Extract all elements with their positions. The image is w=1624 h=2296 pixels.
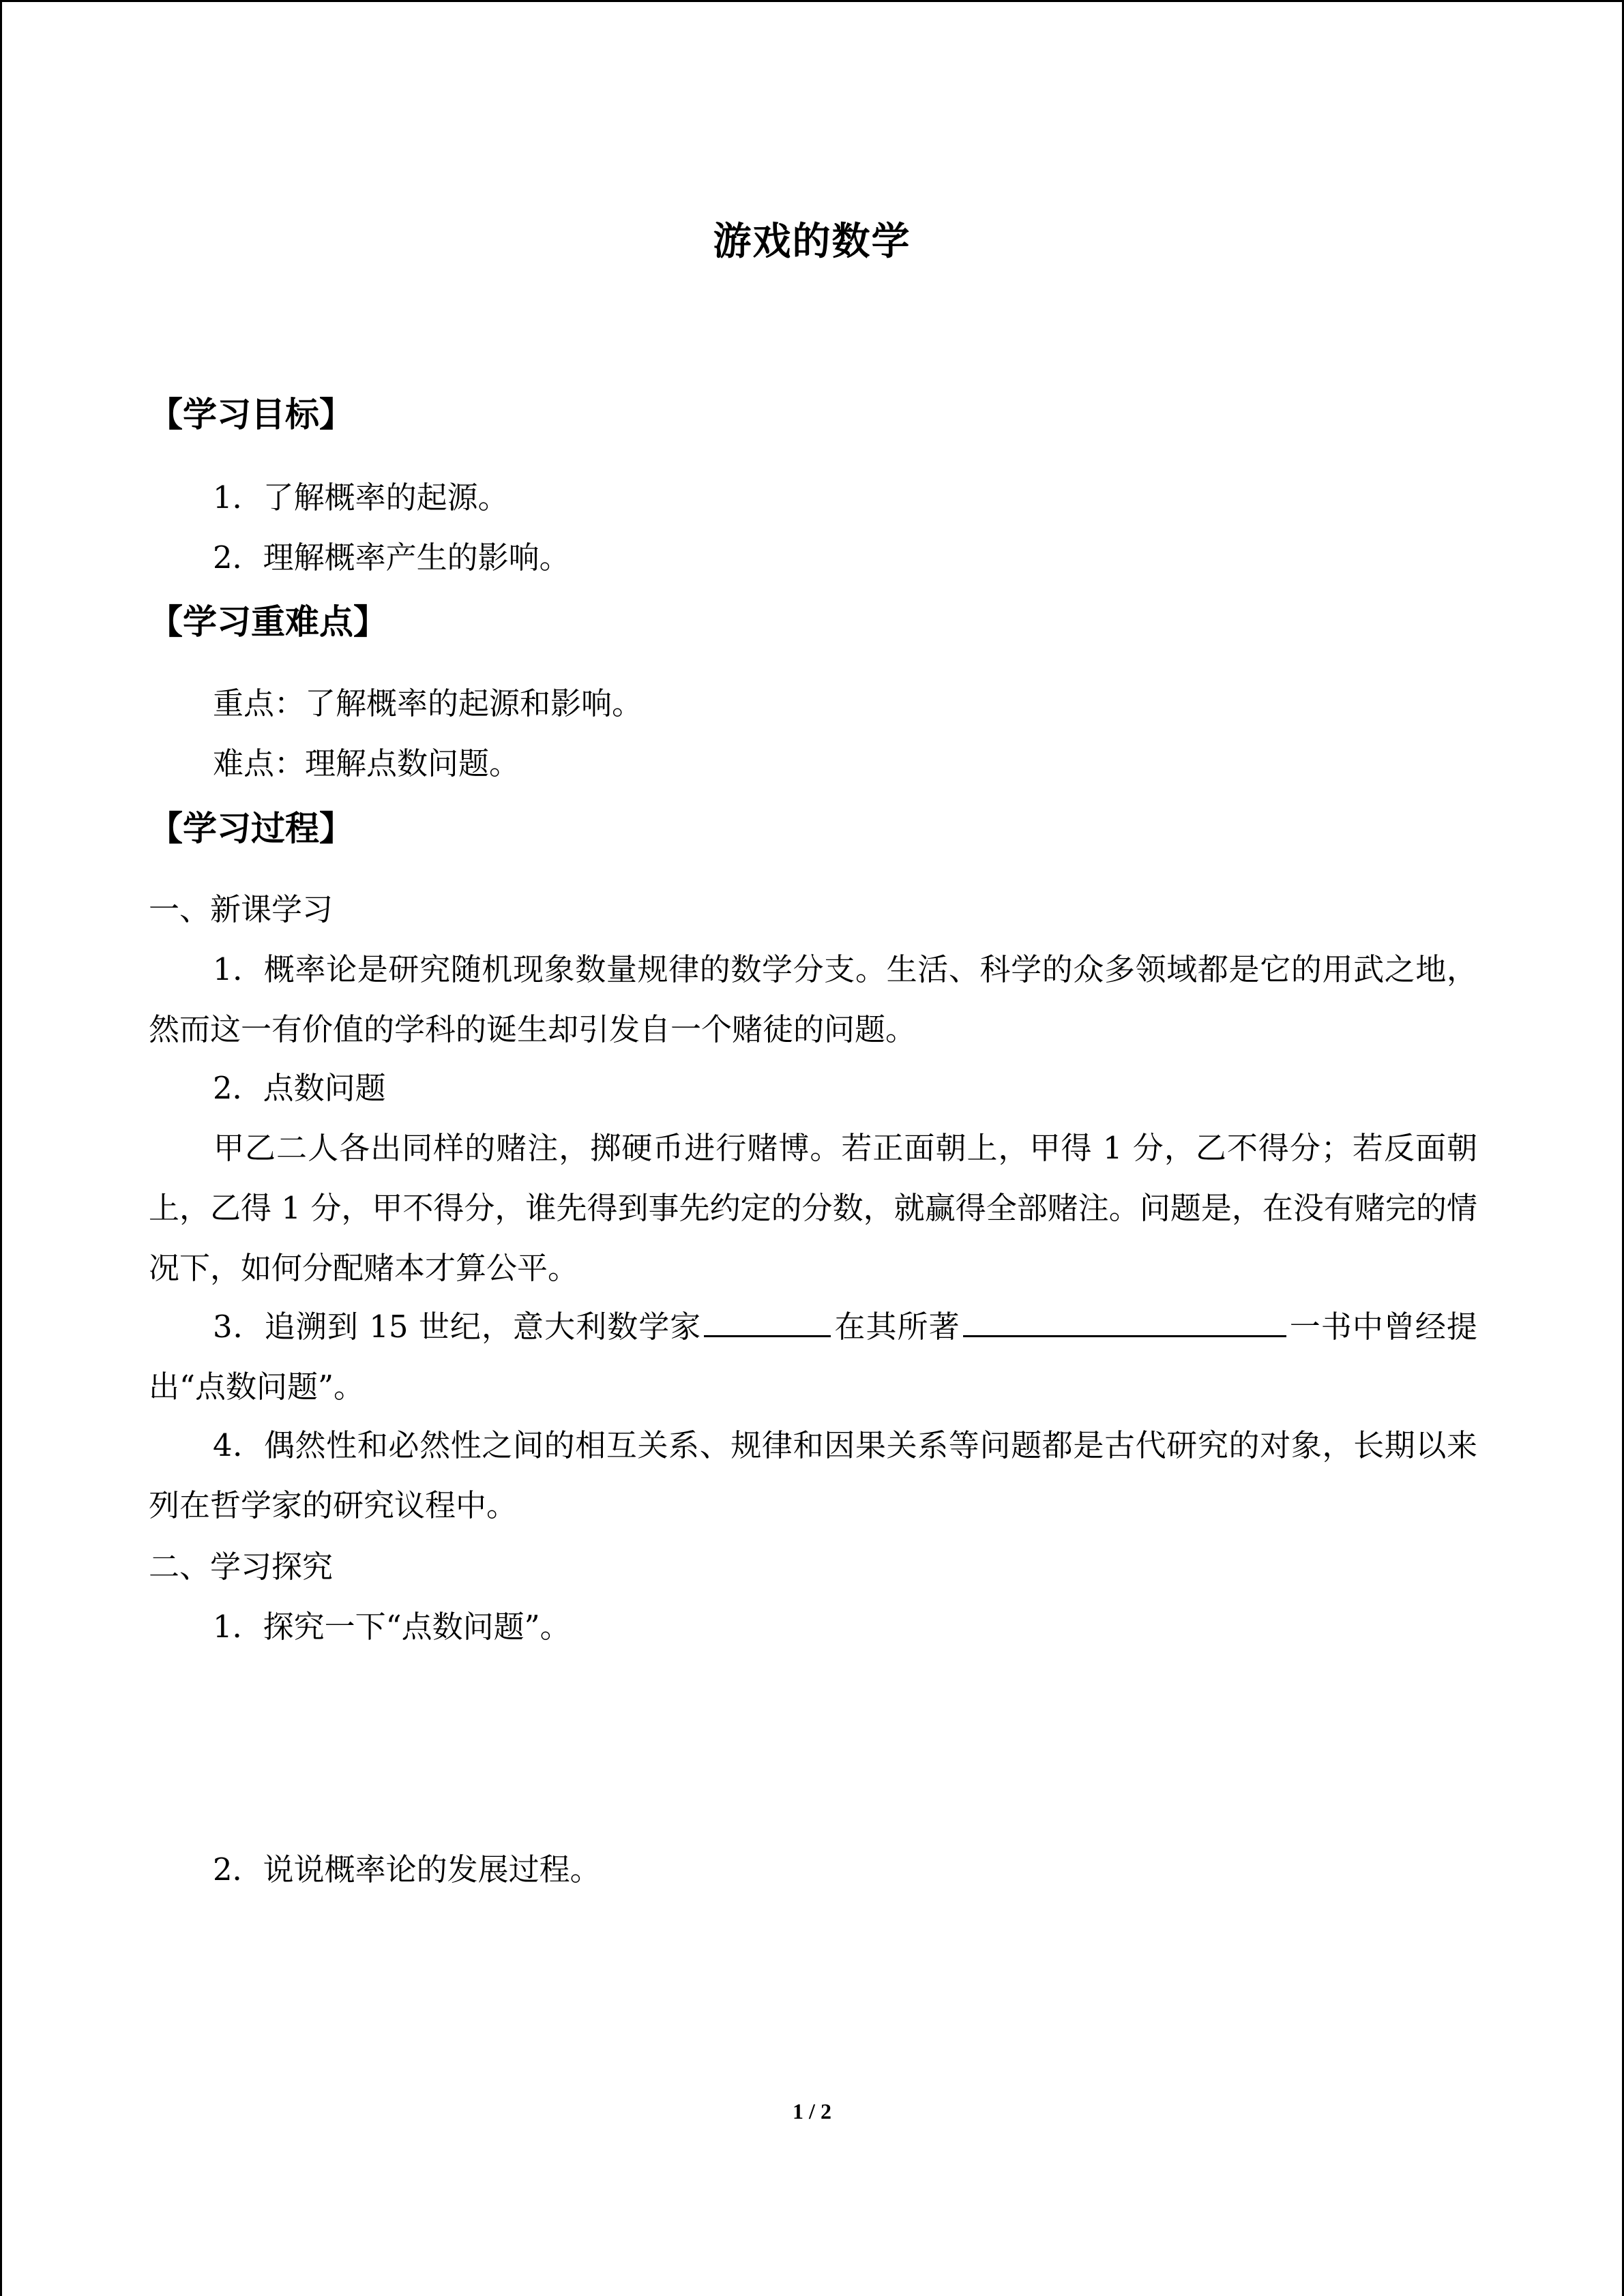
part1-item-3-text-b: 在其所著 bbox=[833, 1309, 960, 1345]
process-heading: 【学习过程】 bbox=[149, 809, 353, 848]
key-point-item: 重点：了解概率的起源和影响。 bbox=[213, 685, 643, 721]
objective-item-2: 2．理解概率产生的影响。 bbox=[213, 539, 570, 576]
page-number: 1 / 2 bbox=[793, 2099, 831, 2123]
objective-item-1: 1．了解概率的起源。 bbox=[213, 479, 509, 516]
part1-item-4-text: 4．偶然性和必然性之间的相互关系、规律和因果关系等问题都是古代研究的对象，长期以来列在哲学家的研究议程中。 bbox=[149, 1427, 1477, 1523]
part1-item-2-title: 2．点数问题 bbox=[213, 1070, 386, 1106]
part1-item-1-text: 1．概率论是研究随机现象数量规律的数学分支。生活、科学的众多领域都是它的用武之地，然而这一有价值的学科的诞生却引发自一个赌徒的问题。 bbox=[149, 951, 1477, 1047]
part1-item-3-text-a: 3．追溯到 15 世纪，意大利数学家 bbox=[213, 1309, 702, 1345]
part2-heading: 二、学习探究 bbox=[149, 1549, 334, 1585]
part1-item-3 bbox=[149, 1297, 1477, 1417]
document-title: 游戏的数学 bbox=[713, 220, 911, 264]
part1-item-2-body bbox=[149, 1118, 1477, 1298]
mathematician-blank[interactable] bbox=[704, 1307, 831, 1337]
key-points-heading: 【学习重难点】 bbox=[149, 602, 387, 642]
objectives-heading: 【学习目标】 bbox=[149, 395, 353, 434]
part1-item-3-text-c: 一书中曾经提出“点数问题”。 bbox=[149, 1309, 1477, 1405]
book-title-blank[interactable] bbox=[963, 1307, 1286, 1337]
part1-item-4 bbox=[149, 1416, 1477, 1536]
part1-item-2-body-text: 甲乙二人各出同样的赌注，掷硬币进行赌博。若正面朝上，甲得 1 分，乙不得分；若反面朝上，乙得 1 分，甲不得分，谁先得到事先约定的分数，就赢得全部赌注。问题是，在没有赌完的情况下，如何分配赌本才算公平。 bbox=[149, 1130, 1477, 1286]
part1-item-1 bbox=[149, 940, 1477, 1060]
part1-heading: 一、新课学习 bbox=[149, 891, 334, 927]
part2-item-2: 2．说说概率论的发展过程。 bbox=[213, 1851, 601, 1888]
difficult-point-item: 难点：理解点数问题。 bbox=[213, 745, 520, 781]
part2-item-1: 1．探究一下“点数问题”。 bbox=[213, 1609, 571, 1645]
